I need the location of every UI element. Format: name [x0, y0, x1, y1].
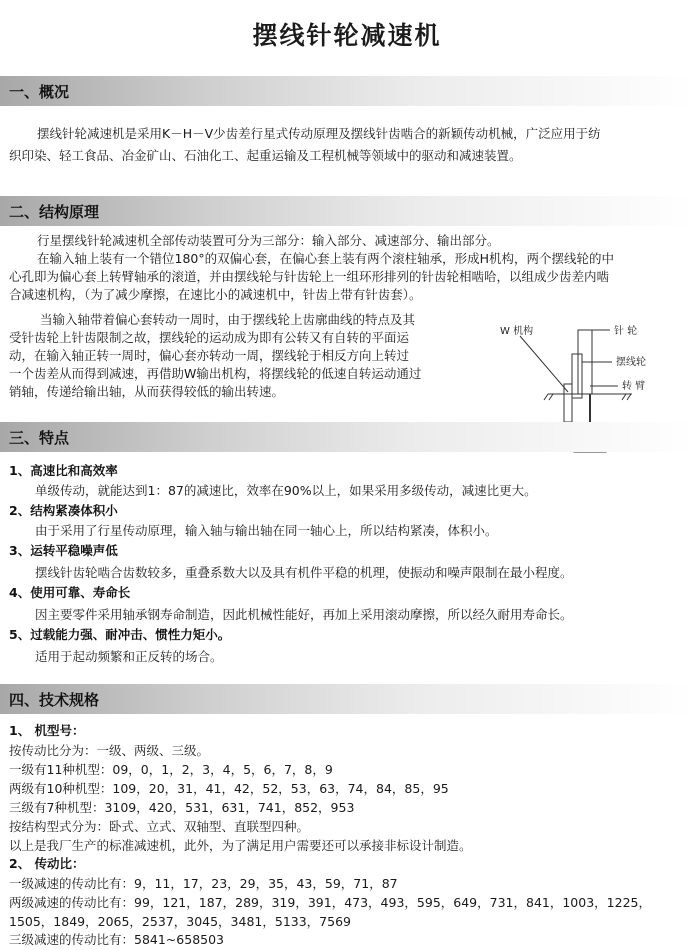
paragraph-line: 在输入轴上装有一个错位180°的双偏心套，在偏心套上装有两个滚柱轴承，形成H机构，两个摆线轮的中	[37, 251, 615, 266]
paragraph-line: 动，在输入轴正转一周时，偏心套亦转动一周，摆线轮于相反方向上转过	[9, 348, 410, 363]
spec-subheading: 2、 传动比：	[9, 856, 85, 871]
spec-subheading: 1、 机型号：	[9, 723, 85, 738]
paragraph-line: 合减速机构，（为了减少摩擦，在速比小的减速机中，针齿上带有针齿套）。	[9, 287, 422, 302]
paragraph-line: 当输入轴带着偏心套转动一周时，由于摆线轮上齿廓曲线的特点及其	[40, 312, 416, 327]
feature-title: 3、运转平稳噪声低	[9, 543, 118, 558]
section-header-specs	[0, 684, 694, 714]
section-heading: 三、特点	[9, 429, 70, 447]
label-arm: 转 臂	[622, 381, 646, 392]
spec-line: 三级有7种机型：3109，420，531，631，741，852，953	[9, 800, 355, 815]
section-heading: 四、技术规格	[9, 691, 100, 709]
paragraph-line: 心孔即为偏心套上转臂轴承的滚道，并由摆线轮与针齿轮上一组环形排列的针齿轮相啮哈，以组成少齿差内啮	[9, 269, 610, 284]
feature-title: 2、结构紧凑体积小	[9, 503, 118, 518]
cycloid-disc-shape	[572, 354, 582, 398]
paragraph-line: 行星摆线针轮减速机全部传动装置可分为三部分：输入部分、减速部分、输出部分。	[37, 233, 500, 248]
w-mechanism-leader	[520, 336, 568, 392]
feature-title: 4、使用可靠、寿命长	[9, 585, 131, 600]
w-mechanism-shape	[564, 384, 572, 422]
label-w-mechanism: W 机构	[500, 326, 534, 337]
section-header-bar	[0, 196, 694, 226]
feature-text: 因主要零件采用轴承钢寿命制造，因此机械性能好，再加上采用滚动摩擦，所以经久耐用寿命长。	[35, 607, 573, 622]
spec-line: 以上是我厂生产的标准减速机，此外，为了满足用户需要还可以承接非标设计制造。	[9, 838, 472, 853]
paragraph-line: 摆线针轮减速机是采用K－H－V少齿差行星式传动原理及摆线针齿啮合的新颖传动机械，广泛应用于纺	[37, 126, 601, 141]
section-header-bar	[0, 422, 694, 452]
feature-text: 单级传动，就能达到1：87的减速比，效率在90%以上，如果采用多级传动，减速比更大。	[35, 483, 537, 498]
feature-text: 适用于起动频繁和正反转的场合。	[35, 649, 223, 664]
page-title: 摆线针轮减速机	[252, 21, 442, 50]
paragraph-line: 受针齿轮上针齿限制之故，摆线轮的运动成为即有公转又有自转的平面运	[9, 330, 410, 345]
ground-hatch	[622, 394, 626, 400]
section-header-bar	[0, 76, 694, 106]
spec-line: 一级有11种机型：09，0，1，2，3，4，5，6，7，8，9	[9, 762, 333, 777]
feature-text: 由于采用了行星传动原理，输入轴与输出轴在同一轴心上，所以结构紧凑，体积小。	[35, 523, 498, 538]
section-heading: 一、概况	[9, 83, 70, 101]
section-header-features	[0, 422, 694, 452]
section-header-bar	[0, 684, 694, 714]
spec-line: 1505，1849，2065，2537，3045，3481，5133，7569	[9, 914, 351, 929]
spec-line: 按传动比分为：一级、两级、三级。	[9, 743, 210, 758]
paragraph-line: 织印染、轻工食品、冶金矿山、石油化工、起重运输及工程机械等领域中的驱动和减速装置。	[9, 148, 522, 163]
paragraph-line: 销轴，传递给输出轴，从而获得较低的输出转速。	[9, 384, 285, 399]
section-header-structure	[0, 196, 694, 226]
ground-hatch	[549, 394, 553, 400]
feature-title: 1、高速比和高效率	[9, 463, 118, 478]
label-cycloid-disc: 摆线轮	[616, 357, 646, 368]
spec-line: 一级减速的传动比有：9，11，17，23，29，35，43，59，71，87	[9, 876, 398, 891]
feature-text: 摆线针齿轮啮合齿数较多，重叠系数大以及具有机件平稳的机理，使振动和噪声限制在最小程度。	[35, 565, 573, 580]
spec-line: 两级减速的传动比有：99，121，187，289，319，391，473，493，595，649，731，841，1003，1225，	[9, 895, 651, 910]
ground-hatch	[627, 394, 631, 400]
section-header-overview	[0, 76, 694, 106]
spec-line: 三级减速的传动比有：5841~658503	[9, 932, 225, 947]
spec-line: 按结构型式分为：卧式、立式、双轴型、直联型四种。	[9, 819, 310, 834]
feature-title: 5、过载能力强、耐冲击、惯性力矩小。	[9, 627, 231, 642]
ground-hatch	[544, 394, 548, 400]
section-heading: 二、结构原理	[9, 203, 100, 221]
spec-line: 两级有10种机型：109，20，31，41，42，52，53，63，74，84，85，95	[9, 781, 449, 796]
label-pin-wheel: 针 轮	[614, 326, 638, 337]
paragraph-line: 一个齿差从而得到减速，再借助W输出机构，将摆线轮的低速自转运动通过	[9, 366, 422, 381]
